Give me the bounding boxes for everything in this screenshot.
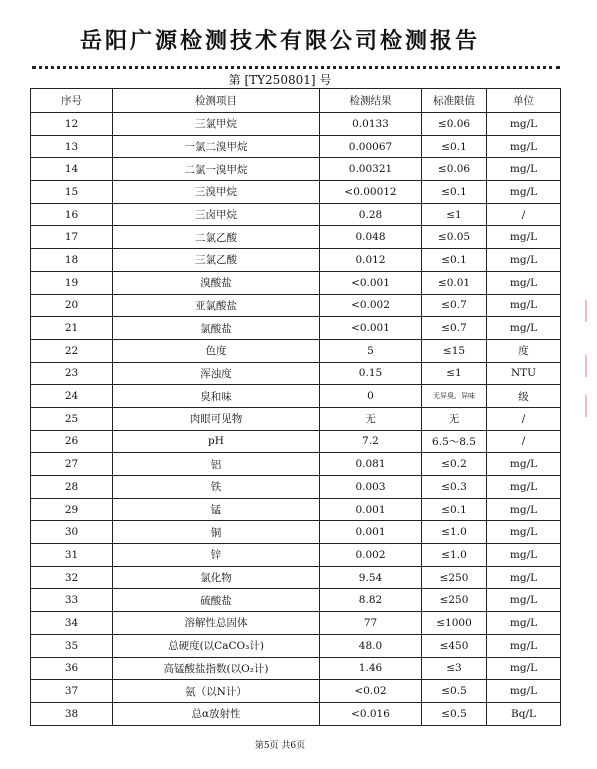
cell-result: <0.002 [320,294,422,317]
cell-result: 0.001 [320,521,422,544]
table-row [31,702,561,725]
report-number: 第 [TY250801] 号 [228,73,332,87]
cell-result: <0.016 [320,702,422,725]
cell-limit: 无异臭、异味 [422,385,487,408]
table-row [31,135,561,158]
cell-item: 总α放射性 [113,702,320,725]
cell-item: 亚氯酸盐 [113,294,320,317]
table-row [31,657,561,680]
title-dotted-divider [32,66,560,69]
table-row [31,113,561,136]
cell-limit: ≤0.06 [422,158,487,181]
cell-index: 13 [31,135,113,158]
cell-unit: / [487,203,561,226]
cell-unit: mg/L [487,181,561,204]
cell-result: 7.2 [320,430,422,453]
cell-result: 77 [320,612,422,635]
cell-item: 锰 [113,498,320,521]
cell-item: 臭和味 [113,385,320,408]
cell-item: 氯化物 [113,566,320,589]
column-header-unit: 单位 [487,89,561,113]
cell-unit: Bq/L [487,702,561,725]
cell-result: 0.15 [320,362,422,385]
column-header-index: 序号 [31,89,113,113]
cell-limit: ≤0.05 [422,226,487,249]
cell-result: 0.0133 [320,113,422,136]
cell-unit: mg/L [487,657,561,680]
cell-index: 36 [31,657,113,680]
cell-limit: ≤0.2 [422,453,487,476]
cell-limit: ≤1.0 [422,544,487,567]
cell-result: <0.001 [320,271,422,294]
cell-limit: ≤3 [422,657,487,680]
cell-item: 二氯一溴甲烷 [113,158,320,181]
cell-index: 32 [31,566,113,589]
cell-unit: NTU [487,362,561,385]
cell-result: 0.003 [320,476,422,499]
cell-item: 二氯乙酸 [113,226,320,249]
cell-index: 34 [31,612,113,635]
cell-unit: mg/L [487,544,561,567]
table-header-row [31,89,561,113]
cell-limit: ≤15 [422,339,487,362]
cell-limit: ≤1 [422,203,487,226]
table-row [31,362,561,385]
table-row [31,634,561,657]
edge-seal-mark [575,395,587,417]
cell-index: 25 [31,407,113,430]
table-row [31,680,561,703]
cell-item: 三卤甲烷 [113,203,320,226]
cell-limit: ≤0.06 [422,113,487,136]
cell-unit: mg/L [487,113,561,136]
table-row [31,498,561,521]
cell-limit: ≤0.7 [422,317,487,340]
cell-item: 色度 [113,339,320,362]
table-row [31,158,561,181]
cell-unit: mg/L [487,271,561,294]
cell-unit: mg/L [487,634,561,657]
table-row [31,181,561,204]
column-header-limit: 标准限值 [422,89,487,113]
cell-item: pH [113,430,320,453]
table-row [31,317,561,340]
cell-item: 氨（以N计） [113,680,320,703]
cell-item: 肉眼可见物 [113,407,320,430]
cell-result: 0.28 [320,203,422,226]
table-row [31,453,561,476]
cell-result: 8.82 [320,589,422,612]
cell-unit: / [487,430,561,453]
cell-unit: mg/L [487,317,561,340]
cell-result: 0.00067 [320,135,422,158]
column-header-result: 检测结果 [320,89,422,113]
cell-unit: mg/L [487,158,561,181]
cell-item: 铜 [113,521,320,544]
cell-limit: ≤1000 [422,612,487,635]
cell-limit: ≤0.5 [422,702,487,725]
cell-unit: mg/L [487,453,561,476]
cell-unit: 级 [487,385,561,408]
cell-limit: ≤250 [422,589,487,612]
cell-index: 31 [31,544,113,567]
edge-seal-mark [575,300,587,322]
cell-unit: / [487,407,561,430]
cell-index: 28 [31,476,113,499]
cell-result: 48.0 [320,634,422,657]
cell-unit: mg/L [487,135,561,158]
cell-result: 0.001 [320,498,422,521]
cell-result: 5 [320,339,422,362]
test-results-table [30,88,561,726]
cell-limit: ≤0.7 [422,294,487,317]
table-body [31,113,561,726]
cell-unit: mg/L [487,476,561,499]
cell-limit: ≤0.01 [422,271,487,294]
cell-item: 一氯二溴甲烷 [113,135,320,158]
cell-result: 0.002 [320,544,422,567]
cell-index: 21 [31,317,113,340]
cell-unit: mg/L [487,294,561,317]
table-row [31,271,561,294]
cell-result: 0.012 [320,249,422,272]
cell-item: 溴酸盐 [113,271,320,294]
cell-result: <0.001 [320,317,422,340]
cell-result: 0.081 [320,453,422,476]
cell-limit: ≤1.0 [422,521,487,544]
cell-result: 0.00321 [320,158,422,181]
cell-limit: ≤0.3 [422,476,487,499]
cell-result: 9.54 [320,566,422,589]
cell-unit: mg/L [487,680,561,703]
table-row [31,249,561,272]
cell-item: 三溴甲烷 [113,181,320,204]
report-title: 岳阳广源检测技术有限公司检测报告 [79,29,480,54]
table-row [31,544,561,567]
table-row [31,294,561,317]
cell-item: 硫酸盐 [113,589,320,612]
cell-index: 15 [31,181,113,204]
cell-limit: ≤250 [422,566,487,589]
cell-unit: mg/L [487,226,561,249]
table-row [31,407,561,430]
table-row [31,430,561,453]
cell-index: 29 [31,498,113,521]
cell-limit: ≤0.1 [422,135,487,158]
cell-limit: 6.5～8.5 [422,430,487,453]
table-row [31,339,561,362]
cell-index: 12 [31,113,113,136]
table-row [31,589,561,612]
cell-limit: ≤450 [422,634,487,657]
cell-index: 37 [31,680,113,703]
table-row [31,385,561,408]
cell-unit: mg/L [487,249,561,272]
cell-index: 26 [31,430,113,453]
cell-limit: ≤0.5 [422,680,487,703]
cell-result: 1.46 [320,657,422,680]
cell-index: 38 [31,702,113,725]
cell-result: <0.00012 [320,181,422,204]
edge-seal-mark [575,355,587,377]
cell-limit: ≤1 [422,362,487,385]
cell-index: 35 [31,634,113,657]
cell-unit: mg/L [487,521,561,544]
cell-result: 0 [320,385,422,408]
cell-index: 22 [31,339,113,362]
cell-limit: 无 [422,407,487,430]
cell-limit: ≤0.1 [422,498,487,521]
cell-index: 16 [31,203,113,226]
cell-item: 铝 [113,453,320,476]
cell-unit: mg/L [487,498,561,521]
cell-result: 0.048 [320,226,422,249]
cell-index: 30 [31,521,113,544]
cell-result: 无 [320,407,422,430]
cell-item: 总硬度(以CaCO₃计) [113,634,320,657]
cell-item: 氯酸盐 [113,317,320,340]
page-footer: 第5页 共6页 [254,741,306,751]
cell-index: 20 [31,294,113,317]
cell-index: 24 [31,385,113,408]
cell-index: 17 [31,226,113,249]
cell-limit: ≤0.1 [422,249,487,272]
cell-item: 高锰酸盐指数(以O₂计) [113,657,320,680]
cell-index: 19 [31,271,113,294]
cell-item: 三氯甲烷 [113,113,320,136]
cell-limit: ≤0.1 [422,181,487,204]
cell-item: 铁 [113,476,320,499]
cell-index: 18 [31,249,113,272]
cell-item: 三氯乙酸 [113,249,320,272]
cell-item: 浑浊度 [113,362,320,385]
column-header-item: 检测项目 [113,89,320,113]
cell-index: 27 [31,453,113,476]
cell-index: 23 [31,362,113,385]
table-row [31,476,561,499]
cell-unit: mg/L [487,566,561,589]
table-row [31,612,561,635]
cell-item: 锌 [113,544,320,567]
table-row [31,566,561,589]
cell-result: <0.02 [320,680,422,703]
table-row [31,521,561,544]
table-row [31,203,561,226]
cell-unit: mg/L [487,612,561,635]
cell-unit: mg/L [487,589,561,612]
table-row [31,226,561,249]
cell-index: 33 [31,589,113,612]
cell-item: 溶解性总固体 [113,612,320,635]
cell-unit: 度 [487,339,561,362]
cell-index: 14 [31,158,113,181]
